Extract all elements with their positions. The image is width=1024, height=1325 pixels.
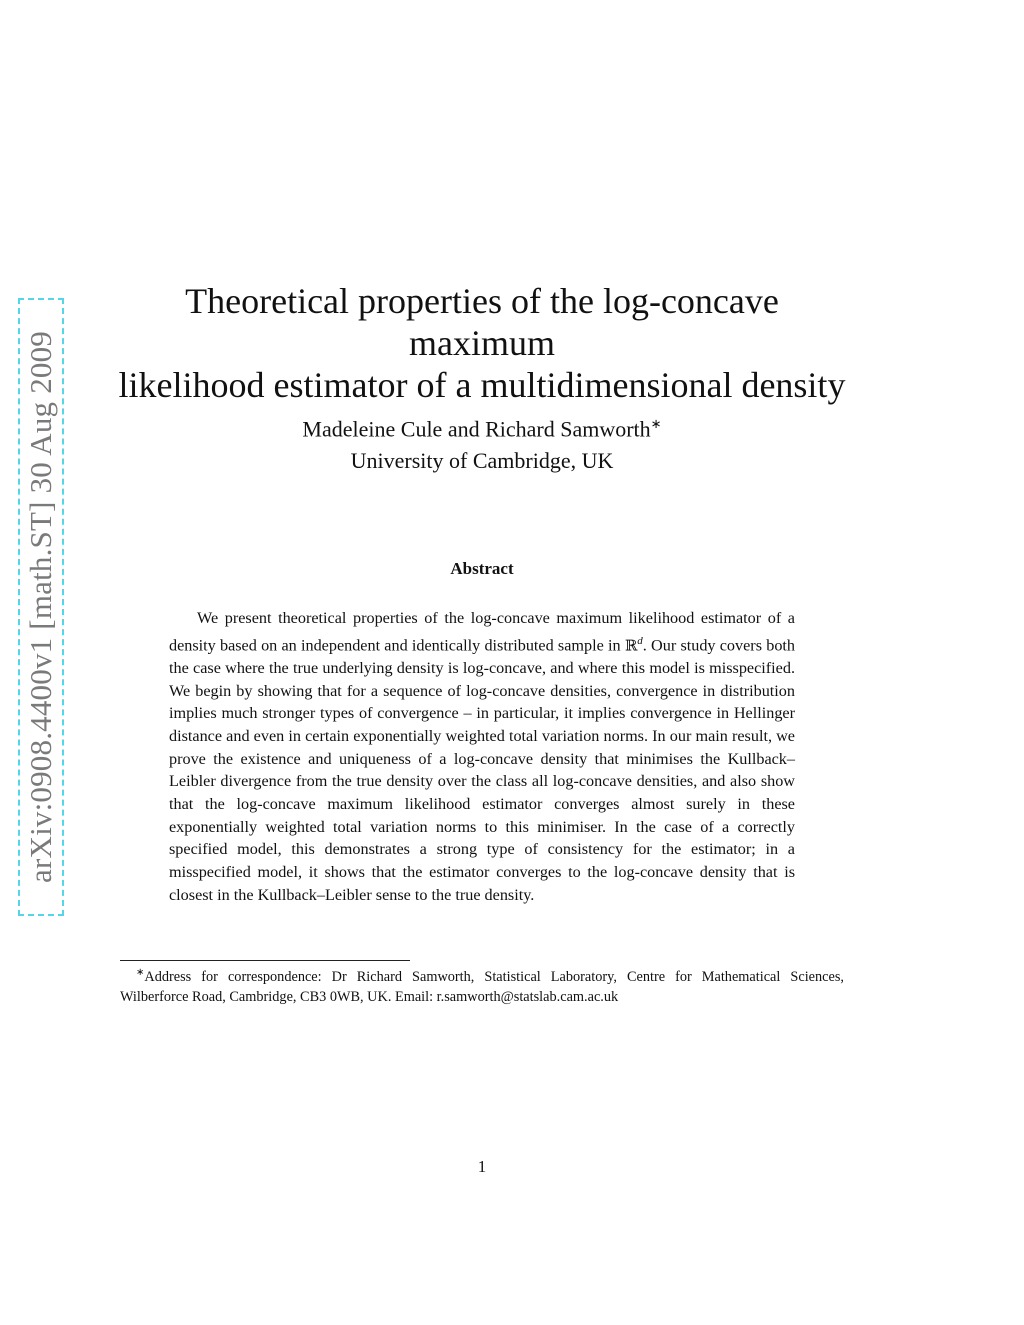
- author-affiliation: University of Cambridge, UK: [350, 448, 614, 474]
- abstract-text-part-1: We present theoretical properties of the log-concave maximum likelihood estimator of a density based on an independent and identically distributed sample in: [169, 609, 795, 655]
- abstract-text-part-2: . Our study covers both the case where the true underlying density is log-concave, and where this model is misspecified. We begin by showing that for a sequence of log-concave densities, convergence in distribution implies much stronger types of convergence – in particular, it implies convergence in Hellinger distance and even in certain exponentially weighted total variation norms. In our main result, we prove the existence and uniqueness of a log-concave density that minimises the Kullback–Leibler divergence from the true density over the class all log-concave densities, and also show that the log-concave maximum likelihood estimator converges almost surely in these exponentially weighted total variation norms to this minimiser. In the case of a correctly specified model, this demonstrates a strong type of consistency for the estimator; in a misspecified model, it shows that the estimator converges to the log-concave density that is closest in the Kullback–Leibler sense to the true density.: [169, 636, 795, 904]
- footnote-divider: [120, 960, 410, 961]
- real-space-symbol: ℝ: [624, 636, 638, 655]
- author-names: Madeleine Cule and Richard Samworth: [302, 416, 651, 442]
- author-footnote-mark: ∗: [650, 416, 662, 431]
- correspondence-footnote: [120, 963, 844, 1007]
- paper-title: [110, 280, 854, 406]
- page-number: 1: [477, 1157, 487, 1176]
- arxiv-identifier-stamp: [18, 298, 64, 916]
- abstract-heading: Abstract: [450, 559, 514, 578]
- author-block: [110, 408, 854, 477]
- title-line-2: likelihood estimator of a multidimensional density: [118, 365, 846, 405]
- abstract-body: [169, 607, 795, 907]
- arxiv-identifier-text: arXiv:0908.4400v1 [math.ST] 30 Aug 2009: [23, 331, 58, 883]
- footnote-mark: ∗: [136, 967, 145, 978]
- footnote-text: Address for correspondence: Dr Richard Samworth, Statistical Laboratory, Centre for Mathematical Sciences, Wilberforce Road, Cambridge, CB3 0WB, UK. Email: r.samworth@statslab.cam.ac.uk: [120, 968, 844, 1005]
- title-line-1: Theoretical properties of the log-concave maximum: [185, 281, 779, 363]
- dimension-exponent: d: [637, 634, 643, 647]
